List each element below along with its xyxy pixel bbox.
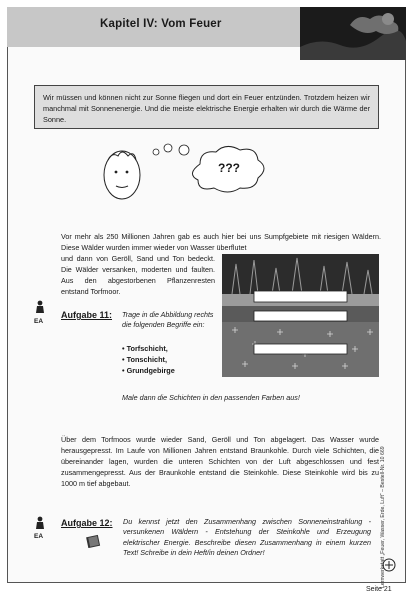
header-landscape-illustration: [300, 7, 406, 60]
work-mode-label: EA: [34, 533, 44, 540]
term-item: • Tonschicht,: [122, 355, 167, 364]
paragraph-coal-formation: Über dem Torfmoos wurde wieder Sand, Geröll und Ton abgelagert. Das Wasser wurde herausgepresst. Im Laufe von Millionen Jahren entstand Braunkohle. Durch viele Schichten, die übereinander lagen, wurden die unteren Schichten von der Luft abgeschlossen und fest zusammengepresst. Aus der Braunkohle entstand die Steinkohle. Diese Steinkohle wird bis zu 1000 m tief abgebaut.: [61, 435, 379, 488]
task-12-label: Aufgabe 12:: [61, 518, 113, 528]
page-number: Seite 21: [366, 586, 392, 593]
paragraph-forests-continued: und dann von Geröll, Sand und Ton bedeckt. Die Wälder versanken, moderten und faulten. Aus den abgestorbenen Pflanzenresten entstand Torfmoor.: [61, 254, 215, 296]
task-12-text: Du kennst jetzt den Zusammenhang zwischen Sonneneinstrahlung - versunkenen Wäldern - Entstehung der Steinkohle und Erzeugung elektrischer Energie. Beschreibe diesen Zusammenhang in einem kurzen Text! Schreibe in dein Heft/in deinen Ordner!: [123, 517, 371, 557]
chapter-title: Kapitel IV: Vom Feuer: [100, 18, 222, 30]
thought-bubble-text: ???: [218, 161, 240, 175]
work-mode-label: EA: [34, 318, 44, 325]
soil-layers-diagram: [222, 254, 379, 377]
intro-text-box: Wir müssen und können nicht zur Sonne fliegen und dort ein Feuer entzünden. Trotzdem heizen wir manchmal mit Sonnenenergie. Und die meiste elektrische Energie erhalten wir durch die Wärme der Sonne.: [34, 85, 379, 129]
task-11-caption: Male dann die Schichten in den passenden Farben aus!: [122, 393, 300, 402]
term-item: • Grundgebirge: [122, 366, 175, 375]
paragraph-forests-intro: Vor mehr als 250 Millionen Jahren gab es auch hier bei uns Sumpfgebiete mit riesigen Wäldern. Diese Wälder wurden immer wieder von Wasser überflutet: [61, 232, 381, 252]
series-order-info: Lernwerkstatt „Feuer, Wasser, Erde, Luft“ – Bestell-Nr. 10 669: [380, 446, 386, 588]
person-icon: [34, 300, 46, 314]
notebook-icon: [86, 534, 102, 548]
task-11-label: Aufgabe 11:: [61, 310, 113, 320]
task-11-instruction: Trage in die Abbildung rechts die folgenden Begriffe ein:: [122, 311, 214, 329]
term-item: • Torfschicht,: [122, 344, 168, 353]
thinking-face-illustration: [100, 140, 300, 210]
person-icon: [34, 516, 46, 530]
